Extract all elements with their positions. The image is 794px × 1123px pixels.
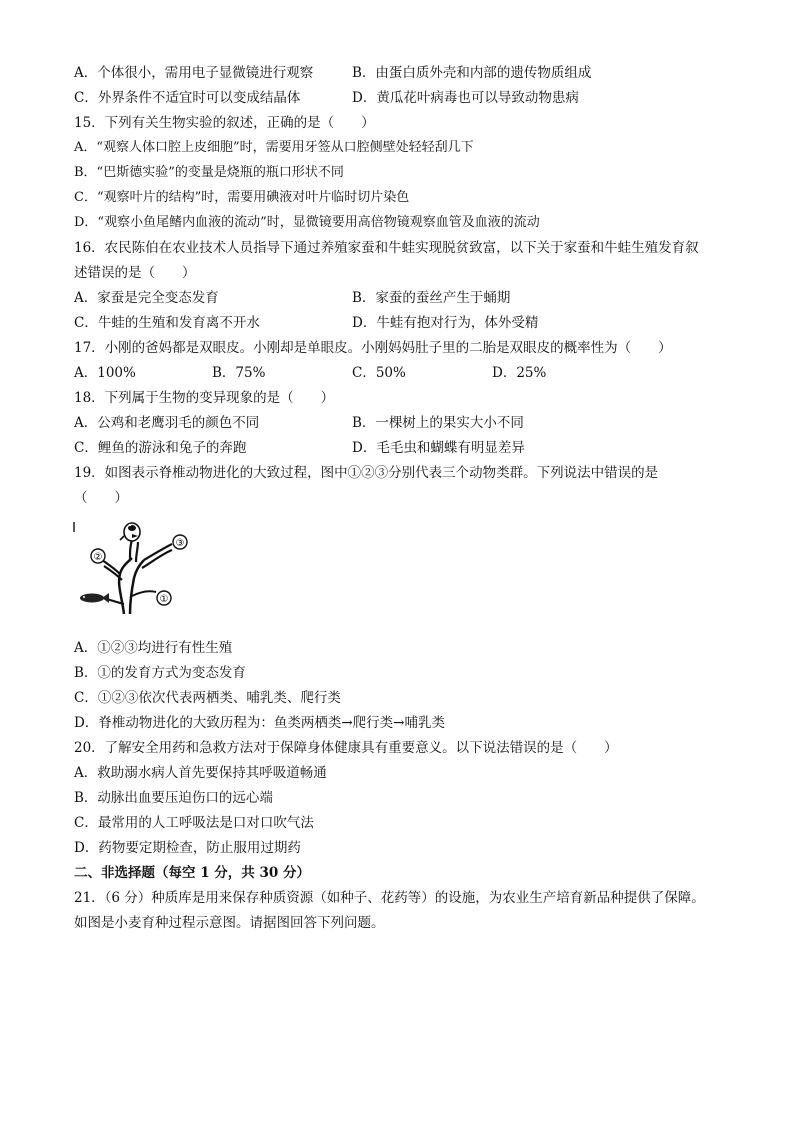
branch-bird-b [136,542,138,562]
q20-option-a: A．救助溺水病人首先要保持其呼吸道畅通 [74,765,327,781]
q18-option-b: B．一棵树上的果实大小不同 [352,415,524,431]
q16-option-b: B．家蚕的蚕丝产生于蛹期 [352,290,511,306]
q16-stem-line2: 述错误的是（ ） [74,265,196,281]
q20-option-d: D．药物要定期检查，防止服用过期药 [74,840,301,856]
q15-stem: 15．下列有关生物实验的叙述，正确的是（ ） [74,115,375,131]
q14-option-c: C．外界条件不适宜时可以变成结晶体 [74,90,301,106]
q21-stem-line2: 如图是小麦育种过程示意图。请据图回答下列问题。 [74,915,385,931]
label-1 [157,591,171,605]
q18-option-a: A．公鸡和老鹰羽毛的颜色不同 [74,415,260,431]
q15-option-c: C．“观察叶片的结构”时，需要用碘液对叶片临时切片染色 [74,190,410,205]
q15-option-b: B．“巴斯德实验”的变量是烧瓶的瓶口形状不同 [74,165,344,180]
q16-option-d: D．牛蛙有抱对行为，体外受精 [352,315,539,331]
bird-icon [120,523,140,541]
q17-option-b: B．75% [212,365,266,381]
q21-stem-line1: 21．（6 分）种质库是用来保存种质资源（如种子、花药等）的设施，为农业生产培育新品种提供了保障。 [74,890,705,906]
q17-stem: 17．小刚的爸妈都是双眼皮。小刚却是单眼皮。小刚妈妈肚子里的二胎是双眼皮的概率性为（ ） [74,340,672,356]
branch-bird [130,540,132,560]
label-3-text: ③ [175,538,185,549]
q14-option-d: D．黄瓜花叶病毒也可以导致动物患病 [352,90,579,106]
label-2-text: ② [93,552,103,563]
tree-trunk-right [130,560,144,614]
q16-stem-line1: 16．农民陈伯在农业技术人员指导下通过养殖家蚕和牛蛙实现脱贫致富，以下关于家蚕和牛蛙生殖发育叙 [74,240,699,256]
section-2-heading: 二、非选择题（每空 1 分，共 30 分） [74,865,310,881]
label-2 [91,549,105,563]
q19-option-c: C．①②③依次代表两栖类、哺乳类、爬行类 [74,690,341,706]
q14-option-b: B．由蛋白质外壳和内部的遗传物质组成 [352,65,592,81]
evolution-tree-svg [72,518,202,618]
q17-option-a: A．100% [74,365,136,381]
evolution-tree-figure [72,518,202,618]
q18-stem: 18．下列属于生物的变异现象的是（ ） [74,390,335,406]
q18-option-d: D．毛毛虫和蝴蝶有明显差异 [352,440,525,456]
q19-stem-line1: 19．如图表示脊椎动物进化的大致过程，图中①②③分别代表三个动物类群。下列说法中错误的是 [74,465,659,481]
q19-option-a: A．①②③均进行有性生殖 [74,640,233,656]
q17-option-c: C．50% [352,365,406,381]
q14-option-a: A．个体很小，需用电子显微镜进行观察 [74,65,314,81]
q20-stem: 20．了解安全用药和急救方法对于保障身体健康具有重要意义。以下说法错误的是（ ） [74,740,618,756]
q16-option-c: C．牛蛙的生殖和发育离不开水 [74,315,260,331]
q20-option-c: C．最常用的人工呼吸法是口对口吹气法 [74,815,314,831]
label-3 [173,535,187,549]
q19-option-d: D．脊椎动物进化的大致历程为：鱼类两栖类→爬行类→哺乳类 [74,715,445,731]
q17-option-d: D．25% [492,365,547,381]
q15-option-a: A．“观察人体口腔上皮细胞”时，需要用牙签从口腔侧壁处轻轻刮几下 [74,140,474,155]
q20-option-b: B．动脉出血要压迫伤口的远心端 [74,790,273,806]
q16-option-a: A．家蚕是完全变态发育 [74,290,219,306]
q19-stem-line2: （ ） [74,490,128,506]
q18-option-c: C．鲤鱼的游泳和兔子的奔跑 [74,440,247,456]
q15-option-d: D．“观察小鱼尾鳍内血液的流动”时，显微镜要用高倍物镜观察血管及血液的流动 [74,215,540,230]
branch-1 [132,591,156,596]
q19-option-b: B．①的发育方式为变态发育 [74,665,246,681]
label-1-text: ① [159,594,169,605]
fish-icon [80,593,109,603]
